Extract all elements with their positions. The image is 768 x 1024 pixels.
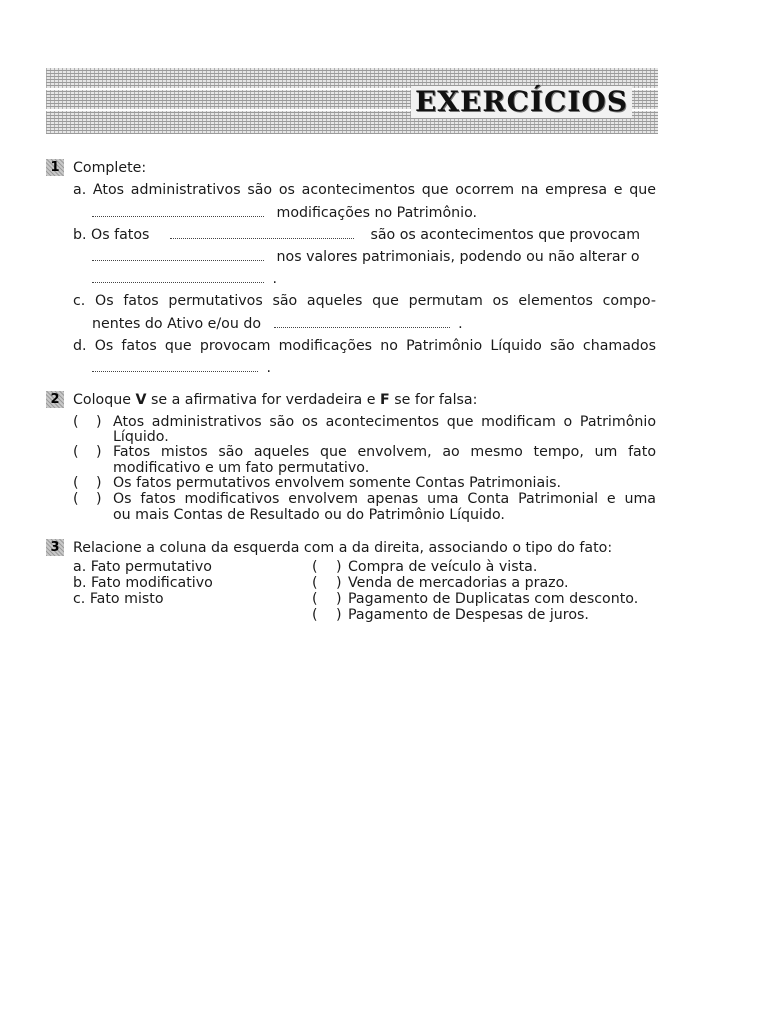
tf-item-3-line1: Os fatos permutativos envolvem somente Contas Patrimoniais. <box>113 475 562 491</box>
blank-line[interactable] <box>92 204 264 217</box>
blank-line[interactable] <box>274 315 450 328</box>
blank-line[interactable] <box>170 226 354 239</box>
exercise-1c-line2 <box>92 315 463 333</box>
tf-close-paren: ) <box>96 491 102 507</box>
heading-text: se a afirmativa for verdadeira e <box>150 392 376 408</box>
exercise-2-heading <box>73 391 477 409</box>
match-right-item: Compra de veículo à vista. <box>348 559 538 575</box>
match-left-item: a. Fato permutativo <box>73 559 212 575</box>
tf-close-paren: ) <box>96 444 102 460</box>
tf-item-1-line1: Atos administrativos são os acontecimentos que modificam o Patrimônio <box>113 414 656 430</box>
exercise-1d-line1: d. Os fatos que provocam modificações no Patrimônio Líquido são chamados <box>73 338 656 354</box>
heading-text: se for falsa: <box>394 392 478 408</box>
tf-item-4-line1: Os fatos modificativos envolvem apenas uma Conta Patrimonial e uma <box>113 491 656 507</box>
exercise-1-number: 1 <box>46 159 64 176</box>
match-close-paren: ) <box>336 591 342 607</box>
end-mark: . <box>458 316 463 332</box>
match-open-paren: ( <box>312 607 318 623</box>
tf-open-paren: ( <box>73 414 79 430</box>
exercise-3-number: 3 <box>46 539 64 556</box>
exercise-1b-end: são os acontecimentos que provocam <box>370 227 641 243</box>
tf-close-paren: ) <box>96 475 102 491</box>
tf-item-4-line2: ou mais Contas de Resultado ou do Patrimônio Líquido. <box>113 507 505 523</box>
match-close-paren: ) <box>336 559 342 575</box>
blank-line[interactable] <box>92 359 258 372</box>
tf-close-paren: ) <box>96 414 102 430</box>
true-letter: V <box>135 392 147 408</box>
exercise-1b-text: nos valores patrimoniais, podendo ou não alterar o <box>276 249 640 265</box>
match-open-paren: ( <box>312 575 318 591</box>
tf-open-paren: ( <box>73 444 79 460</box>
exercise-1b-line1 <box>73 226 640 244</box>
match-right-item: Pagamento de Despesas de juros. <box>348 607 589 623</box>
end-mark: . <box>272 271 278 287</box>
exercise-1d-line2 <box>92 359 271 377</box>
exercise-1c-text: nentes do Ativo e/ou do <box>92 316 262 332</box>
heading-text: Coloque <box>73 392 131 408</box>
tf-item-1-line2: Líquido. <box>113 429 169 445</box>
end-mark: . <box>266 360 272 376</box>
blank-line[interactable] <box>92 248 264 261</box>
match-close-paren: ) <box>336 607 342 623</box>
false-letter: F <box>380 392 390 408</box>
match-right-item: Pagamento de Duplicatas com desconto. <box>348 591 639 607</box>
exercise-1b-line2 <box>92 248 640 266</box>
match-close-paren: ) <box>336 575 342 591</box>
match-open-paren: ( <box>312 591 318 607</box>
match-left-item: b. Fato modificativo <box>73 575 213 591</box>
blank-line[interactable] <box>92 270 264 283</box>
tf-item-2-line2: modificativo e um fato permutativo. <box>113 460 370 476</box>
tf-item-2-line1: Fatos mistos são aqueles que envolvem, ao mesmo tempo, um fato <box>113 444 656 460</box>
exercise-1b-line3 <box>92 270 277 288</box>
exercise-1a-line1: a. Atos administrativos são os acontecimentos que ocorrem na empresa e que <box>73 182 656 198</box>
match-open-paren: ( <box>312 559 318 575</box>
exercise-1b-start: b. Os fatos <box>73 227 150 243</box>
exercise-1a-text: modificações no Patrimônio. <box>276 205 478 221</box>
exercise-1c-line1: c. Os fatos permutativos são aqueles que permutam os elementos compo- <box>73 293 656 309</box>
match-right-item: Venda de mercadorias a prazo. <box>348 575 569 591</box>
title-banner <box>46 68 658 134</box>
match-left-item: c. Fato misto <box>73 591 164 607</box>
exercise-1a-line2 <box>92 204 477 222</box>
exercise-1-heading: Complete: <box>73 160 147 176</box>
exercise-3-heading: Relacione a coluna da esquerda com a da direita, associando o tipo do fato: <box>73 540 613 556</box>
page-title: EXERCÍCIOS <box>411 86 632 118</box>
exercise-2-number: 2 <box>46 391 64 408</box>
tf-open-paren: ( <box>73 475 79 491</box>
tf-open-paren: ( <box>73 491 79 507</box>
